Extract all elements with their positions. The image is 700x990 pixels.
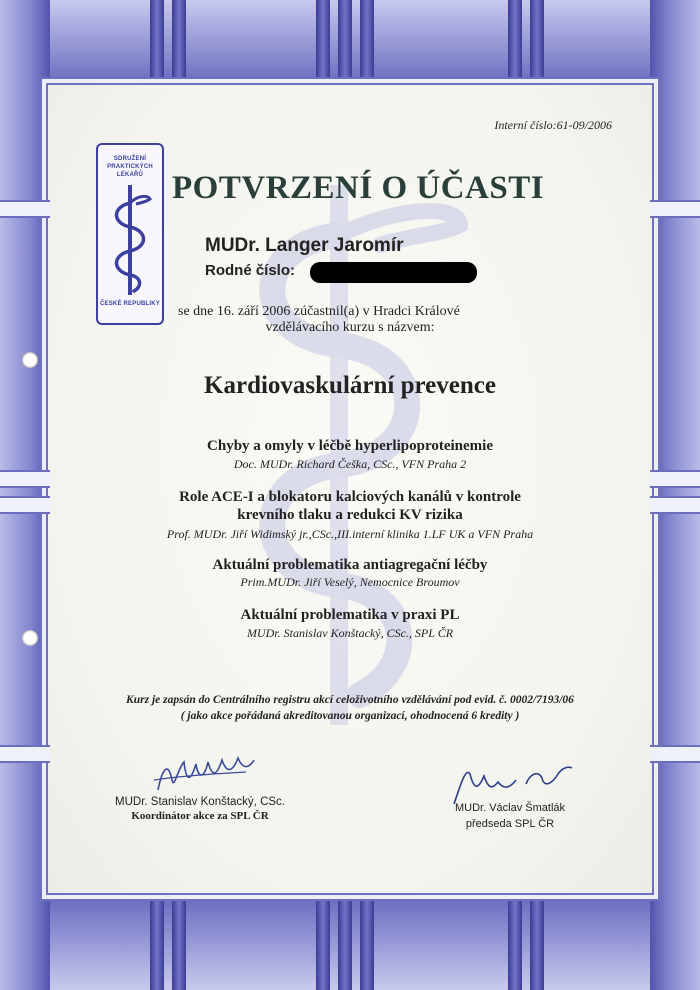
frame-stripe (150, 0, 164, 85)
redaction-bar (310, 262, 477, 283)
signature-left-image (150, 750, 260, 800)
frame-stripe (172, 0, 186, 85)
lecture-title-continued: krevního tlaku a redukci KV rizika (237, 507, 463, 523)
signature-right-role: předseda SPL ČR (465, 818, 555, 830)
registry-credits-note: ( jako akce pořádaná akreditovanou organizací, ohodnocená 6 kredity ) (180, 710, 520, 722)
spl-cr-logo (96, 143, 164, 325)
frame-stripe (360, 895, 374, 990)
frame-side-tab (0, 745, 50, 763)
signature-right-name: MUDr. Václav Šmatlák (454, 802, 566, 814)
lecture-title: Aktuální problematika antiagregační léčby (212, 557, 488, 573)
frame-stripe (508, 0, 522, 85)
lecture-author: MUDr. Stanislav Konštacký, CSc., SPL ČR (246, 626, 454, 640)
lecture-title: Role ACE-I a blokatoru kalciových kanálů v kontrole (179, 489, 521, 505)
certificate-title: POTVRZENÍ O ÚČASTI (172, 170, 545, 206)
attendance-line-1: se dne 16. září 2006 zúčastnil(a) v Hradci Králové (178, 304, 460, 319)
frame-stripe (508, 895, 522, 990)
lecture-title: Aktuální problematika v praxi PL (240, 607, 460, 623)
frame-side-tab (650, 470, 700, 488)
frame-stripe (172, 895, 186, 990)
registry-note: Kurz je zapsán do Centrálního registru akcí celoživotního vzdělávání pod evid. č. 0002/7193/06 (126, 694, 574, 706)
birth-number-label: Rodné číslo: (205, 262, 296, 279)
lecture-author: Prof. MUDr. Jiří Widimský jr.,CSc.,III.interní klinika 1.LF UK a VFN Praha (166, 527, 534, 541)
attendance-line-2: vzdělávacího kurzu s názvem: (265, 320, 435, 335)
logo-bottom-text: ČESKÉ REPUBLIKY (99, 301, 160, 307)
caduceus-logo-icon (108, 185, 152, 295)
internal-number: Interní číslo:61-09/2006 (494, 118, 612, 132)
frame-stripe (360, 0, 374, 85)
frame-stripe (316, 0, 330, 85)
frame-side-tab (0, 200, 50, 218)
punch-hole (22, 352, 38, 368)
logo-top-text: SDRUŽENÍ PRAKTICKÝCH LÉKAŘŮ (107, 156, 153, 178)
frame-stripe (316, 895, 330, 990)
frame-stripe (530, 0, 544, 85)
frame-stripe (150, 895, 164, 990)
frame-stripe (338, 0, 352, 85)
signature-left-role: Koordinátor akce za SPL ČR (131, 810, 269, 822)
lecture-title: Chyby a omyly v léčbě hyperlipoproteinemie (207, 438, 493, 454)
frame-side-tab (0, 470, 50, 488)
participant-name: MUDr. Langer Jaromír (205, 235, 404, 256)
frame-stripe (338, 895, 352, 990)
frame-side-tab (650, 745, 700, 763)
signature-left-name: MUDr. Stanislav Konštacký, CSc. (115, 796, 285, 808)
lecture-author: Prim.MUDr. Jiří Veselý, Nemocnice Broumov (240, 575, 460, 589)
frame-stripe (530, 895, 544, 990)
lecture-author: Doc. MUDr. Richard Češka, CSc., VFN Praha 2 (233, 457, 467, 471)
course-title: Kardiovaskulární prevence (204, 372, 496, 399)
frame-side-tab (650, 200, 700, 218)
